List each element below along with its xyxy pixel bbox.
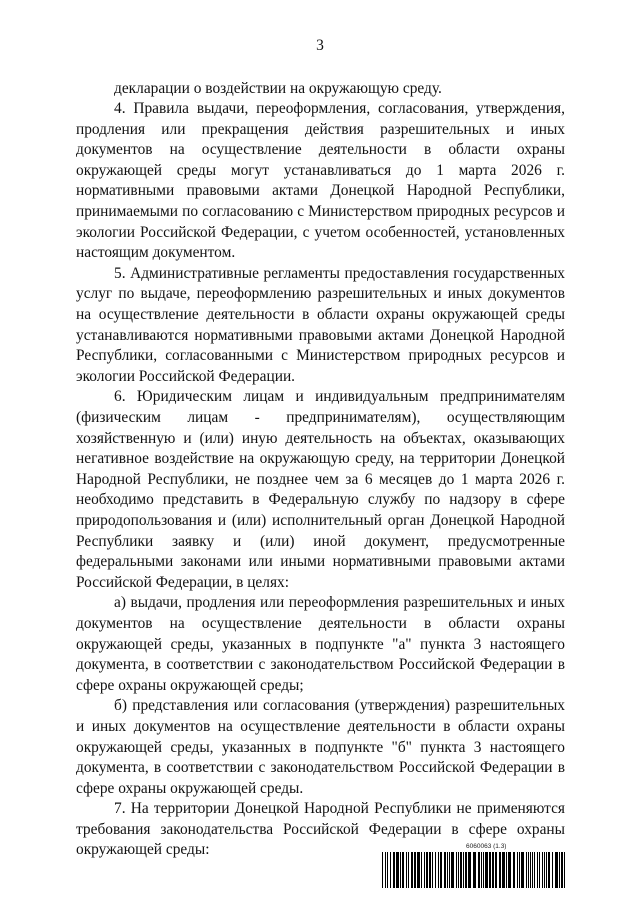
barcode-bar xyxy=(451,852,454,888)
barcode-bar xyxy=(456,852,457,888)
document-code: 6060063 (1.3) xyxy=(466,843,507,850)
barcode-bar xyxy=(521,852,524,888)
barcode-bar xyxy=(387,852,388,888)
barcode xyxy=(382,852,566,888)
document-body xyxy=(76,79,565,862)
barcode-bar xyxy=(559,852,560,888)
barcode-bar xyxy=(414,852,416,888)
barcode-bar xyxy=(542,852,543,888)
barcode-bar xyxy=(382,852,383,888)
barcode-bar xyxy=(483,852,484,888)
barcode-bar xyxy=(400,852,401,888)
barcode-bar xyxy=(555,852,558,888)
barcode-bar xyxy=(396,852,399,888)
paragraph-6a: а) выдачи, продления или переоформления разрешительных и иных документов на осуществление деятельности в области охраны окружающей среды, указанных в подпункте "а" пункта 3 настоящего документа, в соответствии с законодательством Российской Федерации в сфере охраны окружающей среды; xyxy=(76,594,565,694)
barcode-bar xyxy=(532,852,533,888)
barcode-bar xyxy=(385,852,386,888)
barcode-bar xyxy=(534,852,535,888)
barcode-bar xyxy=(495,852,497,888)
barcode-bar xyxy=(489,852,491,888)
barcode-bar xyxy=(517,852,518,888)
barcode-bar xyxy=(465,852,467,888)
barcode-bar xyxy=(421,852,422,888)
barcode-bar xyxy=(528,852,529,888)
barcode-bar xyxy=(435,852,436,888)
barcode-bar xyxy=(458,852,459,888)
barcode-bar xyxy=(402,852,404,888)
barcode-bar xyxy=(438,852,439,888)
barcode-bar xyxy=(506,852,507,888)
barcode-bar xyxy=(481,852,482,888)
paragraph-4: 4. Правила выдачи, переоформления, согласования, утверждения, продления или прекращения действия разрешительных и иных документов на осуществление деятельности в области охраны окружающей среды могут устанавливаться до 1 марта 2026 г. нормативными правовыми актами Донецкой Народной Республики, принимаемыми по согласованию с Министерством природных ресурсов и экологии Российской Федерации, с учетом особенностей, установленных настоящим документом. xyxy=(76,100,565,262)
paragraph-continuation: декларации о воздействии на окружающую среду. xyxy=(114,79,442,97)
barcode-bar xyxy=(417,852,420,888)
barcode-bar xyxy=(411,852,413,888)
barcode-bar xyxy=(444,852,446,888)
barcode-bar xyxy=(499,852,501,888)
paragraph-6: 6. Юридическим лицам и индивидуальным предпринимателям (физическим лицам - предпринимателям), осуществляющим хозяйственную и (или) иную деятельность на объектах, оказывающих негативное воздействие на окружающую среду, на территории Донецкой Народной Республики, не позднее чем за 6 месяцев до 1 марта 2026 г. необходимо представить в Федеральную службу по надзору в сфере природопользования и (или) исполнительный орган Донецкой Народной Республики заявку и (или) иной документ, предусмотренные федеральными законами или иными нормативными правовыми актами Российской Федерации, в целях: xyxy=(76,388,565,591)
barcode-bar xyxy=(426,852,428,888)
page-number: 3 xyxy=(316,37,324,54)
paragraph-5: 5. Административные регламенты предоставления государственных услуг по выдаче, переоформлению разрешительных и иных документов на осуществление деятельности в области охраны окружающей среды устанавливаются нормативными правовыми актами Донецкой Народной Республики, согласованными с Министерством природных ресурсов и экологии Российской Федерации. xyxy=(76,264,565,385)
barcode-bar xyxy=(561,852,563,888)
barcode-bar xyxy=(447,852,448,888)
barcode-bar xyxy=(440,852,442,888)
barcode-bar xyxy=(432,852,433,888)
barcode-bar xyxy=(478,852,480,888)
barcode-bar xyxy=(492,852,494,888)
barcode-bar xyxy=(429,852,431,888)
barcode-bar xyxy=(552,852,553,888)
barcode-bar xyxy=(548,852,550,888)
barcode-bar xyxy=(408,852,409,888)
barcode-bar xyxy=(393,852,395,888)
barcode-bar xyxy=(460,852,462,888)
barcode-bar xyxy=(546,852,547,888)
paragraph-7: 7. На территории Донецкой Народной Республики не применяются требования законодательства Российской Федерации в сфере охраны окружающей среды: xyxy=(76,800,565,859)
barcode-bar xyxy=(406,852,407,888)
barcode-bar xyxy=(502,852,505,888)
barcode-bar xyxy=(390,852,391,888)
barcode-bar xyxy=(468,852,471,888)
barcode-bar xyxy=(473,852,476,888)
barcode-bar xyxy=(424,852,425,888)
barcode-bar xyxy=(508,852,511,888)
paragraph-6b: б) представления или согласования (утверждения) разрешительных и иных документов на осуществление деятельности в области охраны окружающей среды, указанных в подпункте "б" пункта 3 настоящего документа, в соответствии с законодательством Российской Федерации в сфере охраны окружающей среды. xyxy=(76,697,565,797)
barcode-bar xyxy=(519,852,520,888)
barcode-bar xyxy=(513,852,515,888)
barcode-bar xyxy=(485,852,488,888)
barcode-bar xyxy=(564,852,565,888)
barcode-bar xyxy=(449,852,450,888)
barcode-bar xyxy=(544,852,545,888)
barcode-bar xyxy=(526,852,527,888)
barcode-bar xyxy=(463,852,464,888)
barcode-bar xyxy=(530,852,531,888)
barcode-bar xyxy=(539,852,540,888)
barcode-bar xyxy=(537,852,538,888)
